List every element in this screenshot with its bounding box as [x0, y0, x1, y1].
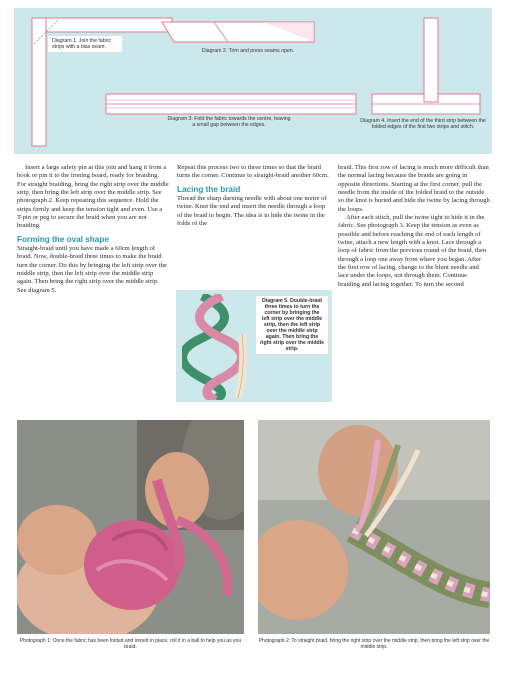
diagram-4-caption: Diagram 4. Insert the end of the third strip between the folded edges of the first two strips and stitch. — [360, 118, 486, 131]
diagram-3-folded-strip — [106, 94, 356, 114]
column-3-paragraph-1: braid. This first row of lacing is much more difficult than the normal lacing because the braids are going in opposite directions. Starting at the first corner, pull the needle from the inside of the folded braid to the outside so the knot is buried and hide the twine by lacing through the loops. — [338, 164, 490, 213]
column-3-paragraph-2: After each stitch, pull the twine tight to hide it in the fabric. See photograph 3. Keep the tension as even as possible and before reaching the end of each length of twine, attach a new length with a knot. Lace through a loop of fabric from the previous round of the braid, then through a loop one away from where you began. After the first row of lacing, change to the blunt needle and lace under the loops, not through them. Continue braiding and lacing together. To turn the second — [338, 214, 487, 288]
column-1-paragraph-2: Straight-braid until you have made a 60cm length of braid. Now, double-braid three times to make the braid turn the corner. Do this by bringing the left strip over the middle strip, then the left strip over the middle strip again. Then bring the right strip over the middle strip. See diagram 5. — [17, 245, 167, 294]
diagram-5-braid — [182, 294, 254, 400]
column-1-paragraph-1: Insert a large safety pin at this join and hang it from a hook or pin it to the ironing board, ready for braiding. For straight braiding, bring the right strip over the middle strip, then bring the left strip over the middle strip. See photograph 2. Keep repeating this sequence. Hold the strips firmly and keep the tension tight and even. Use a T-pin or peg to secure the braid when you are not braiding. — [17, 164, 169, 230]
photograph-1 — [17, 420, 244, 634]
diagram-2-strip — [162, 22, 314, 42]
diagram-3-caption — [114, 116, 344, 128]
photograph-2-caption: Photograph 2: To straight braid, bring the right strip over the middle strip, then bring the left strip over the middle strip. — [258, 638, 490, 651]
heading-forming-oval: Forming the oval shape — [17, 234, 109, 244]
column-2-paragraph-2: Thread the sharp darning needle with about one metre of twine. Knot the end and insert the needle through a loop of the braid to begin. The idea is to hide the twine in the folds of the — [177, 195, 327, 228]
diagram-5-panel — [176, 290, 332, 402]
diagram-1-caption: Diagram 1. Join the fabric strips with a bias seam. — [48, 36, 122, 52]
diagram-4-strips — [372, 18, 480, 114]
column-1 — [17, 164, 169, 295]
diagram-2-caption: Diagram 2. Trim and press seams open. — [201, 48, 295, 54]
diagram-3-caption-line-1: Diagram 3. Fold the fabric towards the centre, leaving — [167, 116, 291, 122]
column-2-paragraph-1: Repeat this process two to three times so that the braid turns the corner. Continue to straight-braid another 60cm. — [177, 164, 329, 180]
column-3 — [338, 164, 490, 289]
photograph-1-caption: Photograph 1: Once the fabric has been folded and ironed in place, roll it in a ball to help you as you braid. — [19, 638, 242, 651]
diagram-artwork — [14, 8, 492, 154]
photograph-2-image — [258, 420, 490, 634]
heading-lacing-braid: Lacing the braid — [177, 184, 241, 194]
column-2 — [177, 164, 329, 228]
photograph-2 — [258, 420, 490, 634]
diagram-5-caption: Diagram 5. Double-braid three times to turn the corner by bringing the left strip over the middle strip, then the left strip over the middle strip again. Then bring the right strip over the middle strip. — [256, 296, 328, 354]
diagram-3-caption-line-2: a small gap between the edges. — [192, 122, 266, 129]
photograph-1-image — [17, 420, 244, 634]
diagram-panel — [14, 8, 492, 154]
